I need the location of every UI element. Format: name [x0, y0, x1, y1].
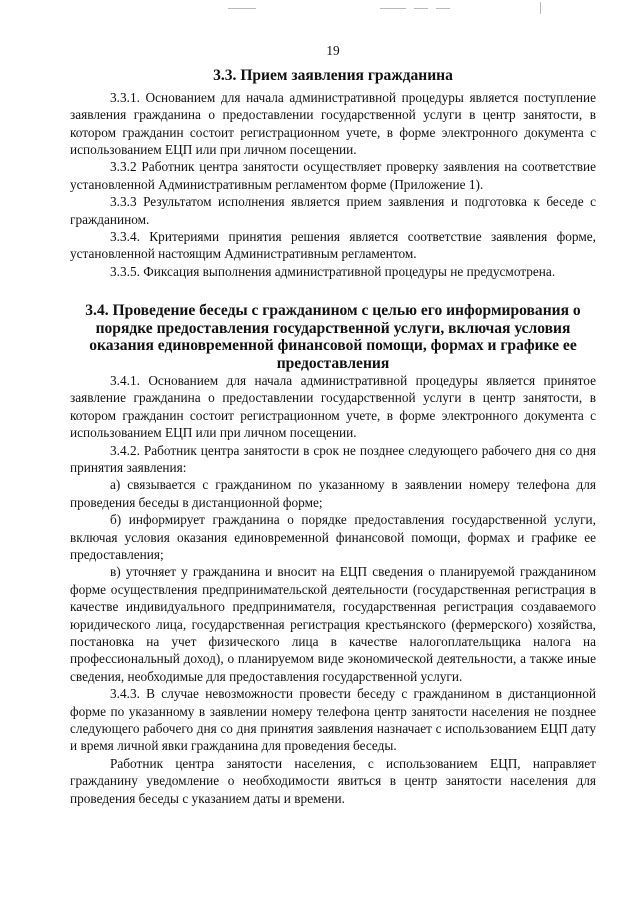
paragraph-notification: Работник центра занятости населения, с использованием ЕЦП, направляет гражданину уведомление о необходимости явиться в центр занятости населения для проведения беседы с указанием даты и времени.	[70, 755, 596, 806]
section-heading-3-3: 3.3. Прием заявления гражданина	[213, 67, 453, 85]
paragraph-3-4-1: 3.4.1. Основанием для начала административной процедуры является принятое заявление гражданина о предоставлении государственной услуги в центр занятости, в котором гражданин состоит регистрационном учете, в форме электронного документа с использованием ЕЦП или при личном посещении.	[70, 372, 596, 441]
document-page	[70, 42, 596, 807]
paragraph-3-3-5: 3.3.5. Фиксация выполнения административной процедуры не предусмотрена.	[110, 263, 556, 279]
paragraph-3-4-3: 3.4.3. В случае невозможности провести беседу с гражданином в дистанционной форме по указанному в заявлении номеру телефона центр занятости населения не позднее следующего рабочего дня со дня принятия заявления назначает с использованием ЕЦП дату и время личной явки гражданина для проведения беседы.	[70, 686, 596, 754]
page-number: 19	[326, 43, 340, 58]
list-item-b: б) информирует гражданина о порядке предоставления государственной услуги, включая условия оказания единовременной финансовой помощи, формах и графике ее предоставления;	[70, 512, 596, 562]
paragraph-3-4-2: 3.4.2. Работник центра занятости в срок не позднее следующего рабочего дня со дня принятия заявления:	[70, 442, 596, 475]
list-item-a: а) связывается с гражданином по указанному в заявлении номеру телефона для проведения беседы в дистанционной форме;	[70, 477, 596, 510]
scan-artifacts	[0, 2, 640, 16]
paragraph-3-3-4: 3.3.4. Критериями принятия решения является соответствие заявления форме, установленной настоящим Административным регламентом.	[70, 229, 596, 262]
paragraph-3-3-3: 3.3.3 Результатом исполнения является прием заявления и подготовка к беседе с гражданином.	[70, 194, 596, 227]
section-heading-3-4: 3.4. Проведение беседы с гражданином с целью его информирования о порядке предоставления государственной услуги, включая условия оказания единовременной финансовой помощи, формах и графике ее предоставления	[85, 302, 581, 372]
paragraph-3-3-2: 3.3.2 Работник центра занятости осуществляет проверку заявления на соответствие установленной Административным регламентом форме (Приложение 1).	[70, 159, 596, 192]
paragraph-3-3-1: 3.3.1. Основанием для начала административной процедуры является поступление заявления гражданина о предоставлении государственной услуги в центр занятости, в котором гражданин состоит регистрационном учете, в форме электронного документа с использованием ЕЦП или при личном посещении.	[70, 89, 596, 158]
list-item-c: в) уточняет у гражданина и вносит на ЕЦП сведения о планируемой гражданином форме осуществления предпринимательской деятельности (государственная регистрация в качестве индивидуального предпринимателя, государственная регистрация создаваемого юридического лица, государственная регистрация крестьянского (фермерского) хозяйства, постановка на учет физического лица в качестве налогоплательщика налога на профессиональный доход), о планируемом виде экономической деятельности, а также иные сведения, необходимые для предоставления государственной услуги.	[70, 564, 596, 684]
